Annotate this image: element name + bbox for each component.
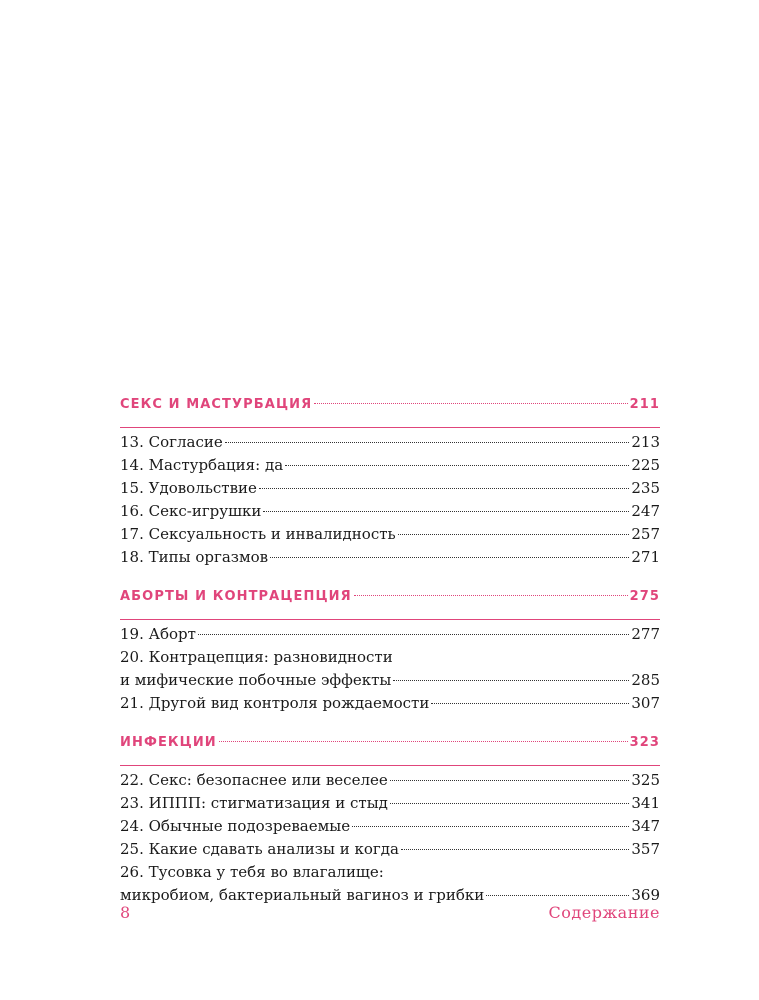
entry-title: 17. Сексуальность и инвалидность bbox=[120, 525, 396, 543]
section-page: 323 bbox=[629, 735, 660, 750]
entry-title: 13. Согласие bbox=[120, 433, 223, 451]
page-footer bbox=[120, 903, 660, 922]
section-rule bbox=[120, 427, 660, 428]
dot-leader bbox=[352, 826, 629, 827]
dot-leader bbox=[314, 403, 627, 404]
toc-entry bbox=[120, 433, 660, 456]
dot-leader bbox=[225, 442, 630, 443]
entry-title: 18. Типы оргазмов bbox=[120, 548, 269, 566]
entry-title: 23. ИППП: стигматизация и стыд bbox=[120, 794, 388, 812]
entry-page: 235 bbox=[631, 479, 660, 497]
entry-page: 257 bbox=[631, 525, 660, 543]
entry-title: 16. Секс-игрушки bbox=[120, 502, 262, 520]
dot-leader bbox=[285, 465, 629, 466]
entry-page: 247 bbox=[631, 502, 660, 520]
entry-title: 21. Другой вид контроля рождаемости bbox=[120, 694, 430, 712]
entry-page: 271 bbox=[631, 548, 660, 566]
page-number: 8 bbox=[120, 903, 131, 922]
section-page: 275 bbox=[629, 589, 660, 604]
entry-title-continuation: и мифические побочные эффекты bbox=[120, 671, 392, 689]
section-rule bbox=[120, 619, 660, 620]
dot-leader bbox=[219, 741, 628, 742]
entry-title-continuation: микробиом, бактериальный вагиноз и грибки bbox=[120, 886, 485, 904]
toc-entry bbox=[120, 479, 660, 502]
entry-page: 307 bbox=[631, 694, 660, 712]
toc-entry bbox=[120, 694, 660, 717]
entry-title: 14. Мастурбация: да bbox=[120, 456, 284, 474]
dot-leader bbox=[393, 680, 629, 681]
section-rule bbox=[120, 765, 660, 766]
entry-title: 26. Тусовка у тебя во влагалище: bbox=[120, 863, 384, 881]
entry-page: 277 bbox=[631, 625, 660, 643]
toc-entry bbox=[120, 671, 660, 694]
dot-leader bbox=[198, 634, 629, 635]
toc-entry bbox=[120, 840, 660, 863]
toc-entry-line bbox=[120, 648, 660, 671]
section-heading bbox=[120, 397, 660, 427]
dot-leader bbox=[390, 780, 630, 781]
table-of-contents bbox=[120, 397, 660, 927]
dot-leader bbox=[259, 488, 629, 489]
toc-entry bbox=[120, 502, 660, 525]
entry-page: 357 bbox=[631, 840, 660, 858]
dot-leader bbox=[263, 511, 629, 512]
entry-title: 22. Секс: безопаснее или веселее bbox=[120, 771, 388, 789]
entry-title: 19. Аборт bbox=[120, 625, 196, 643]
toc-section bbox=[120, 735, 660, 909]
toc-entry bbox=[120, 817, 660, 840]
dot-leader bbox=[270, 557, 629, 558]
toc-section bbox=[120, 589, 660, 717]
section-title: СЕКС И МАСТУРБАЦИЯ bbox=[120, 397, 313, 412]
dot-leader bbox=[486, 895, 629, 896]
entry-page: 347 bbox=[631, 817, 660, 835]
entry-page: 213 bbox=[631, 433, 660, 451]
toc-entry bbox=[120, 548, 660, 571]
toc-entry bbox=[120, 771, 660, 794]
dot-leader bbox=[390, 803, 629, 804]
toc-entry-line bbox=[120, 863, 660, 886]
entry-title: 24. Обычные подозреваемые bbox=[120, 817, 351, 835]
entry-page: 225 bbox=[631, 456, 660, 474]
toc-entry bbox=[120, 794, 660, 817]
entry-page: 285 bbox=[631, 671, 660, 689]
section-title: АБОРТЫ И КОНТРАЦЕПЦИЯ bbox=[120, 589, 352, 604]
section-page: 211 bbox=[629, 397, 660, 412]
dot-leader bbox=[398, 534, 630, 535]
entry-title: 15. Удовольствие bbox=[120, 479, 257, 497]
section-title: ИНФЕКЦИИ bbox=[120, 735, 217, 750]
dot-leader bbox=[354, 595, 628, 596]
section-heading bbox=[120, 735, 660, 765]
toc-entry bbox=[120, 625, 660, 648]
running-title: Содержание bbox=[548, 903, 660, 922]
entry-title: 25. Какие сдавать анализы и когда bbox=[120, 840, 399, 858]
entry-title: 20. Контрацепция: разновидности bbox=[120, 648, 393, 666]
entry-page: 341 bbox=[631, 794, 660, 812]
entry-page: 369 bbox=[631, 886, 660, 904]
toc-entry bbox=[120, 525, 660, 548]
dot-leader bbox=[431, 703, 629, 704]
entry-page: 325 bbox=[631, 771, 660, 789]
toc-entry bbox=[120, 456, 660, 479]
dot-leader bbox=[401, 849, 629, 850]
toc-section bbox=[120, 397, 660, 571]
section-heading bbox=[120, 589, 660, 619]
